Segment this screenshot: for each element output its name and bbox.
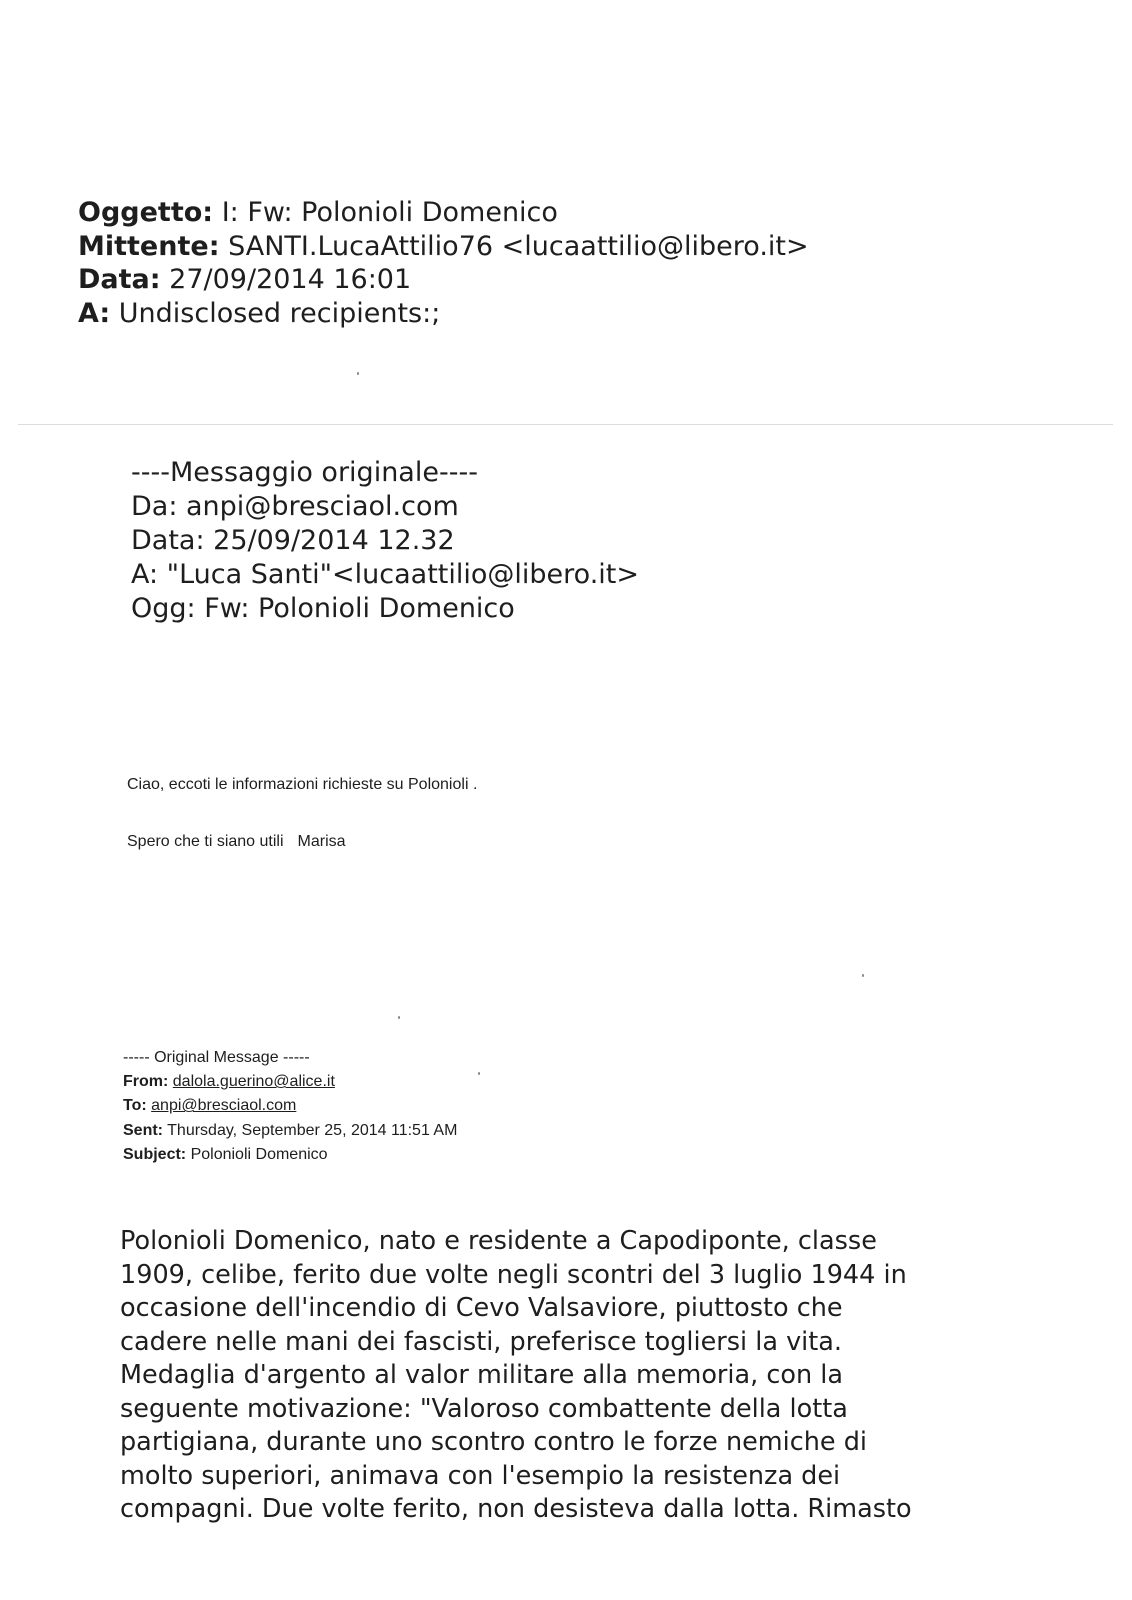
sender-value: SANTI.LucaAttilio76 <lucaattilio@libero.it>: [228, 230, 809, 262]
body-line: cadere nelle mani dei fascisti, preferisce togliersi la vita.: [120, 1326, 842, 1357]
original-message-to: A: "Luca Santi"<lucaattilio@libero.it>: [131, 559, 640, 590]
forwarded-sent-row: [123, 1119, 457, 1143]
closing-text: Spero che ti siano utili: [127, 833, 284, 850]
body-line: occasione dell'incendio di Cevo Valsaviore, piuttosto che: [120, 1293, 843, 1323]
original-message-date: Data: 25/09/2014 12.32: [131, 525, 455, 556]
scan-speck: [357, 372, 359, 375]
forwarded-subject-value: Polonioli Domenico: [190, 1145, 328, 1163]
sender-label: Mittente:: [78, 230, 220, 262]
body-line: compagni. Due volte ferito, non desisteva dalla lotta. Rimasto: [120, 1494, 912, 1524]
original-message-title: ----Messaggio originale----: [131, 457, 478, 488]
sender-row: [78, 230, 809, 264]
forwarded-from-link[interactable]: dalola.guerino@alice.it: [172, 1073, 335, 1091]
forwarded-title: ----- Original Message -----: [123, 1049, 310, 1066]
signature: Marisa: [297, 833, 346, 850]
greeting-line: Ciao, eccoti le informazioni richieste su Polonioli .: [127, 776, 478, 793]
scan-speck: [398, 1016, 400, 1019]
body-line: 1909, celibe, ferito due volte negli scontri del 3 luglio 1944 in: [120, 1259, 907, 1290]
closing-line: [127, 833, 346, 851]
body-line: seguente motivazione: "Valoroso combattente della lotta: [120, 1393, 848, 1424]
forwarded-sent-value: Thursday, September 25, 2014 11:51 AM: [167, 1121, 458, 1139]
header-divider: [18, 424, 1113, 425]
message-body: [120, 1225, 1020, 1527]
forwarded-subject-label: Subject:: [123, 1145, 187, 1163]
subject-label: Oggetto:: [78, 197, 214, 228]
forwarded-subject-row: [123, 1143, 457, 1167]
forwarded-to-link[interactable]: anpi@bresciaol.com: [151, 1097, 297, 1115]
subject-value: I: Fw: Polonioli Domenico: [221, 197, 558, 228]
email-header: [78, 196, 809, 330]
body-line: Polonioli Domenico, nato e residente a Capodiponte, classe: [120, 1226, 877, 1256]
original-message-subject: Ogg: Fw: Polonioli Domenico: [131, 593, 515, 624]
body-line: partigiana, durante uno scontro contro le forze nemiche di: [120, 1427, 867, 1457]
forwarded-from-row: [123, 1070, 457, 1094]
forwarded-to-row: [123, 1094, 457, 1118]
forwarded-sent-label: Sent:: [123, 1121, 163, 1139]
to-row: [78, 297, 809, 331]
to-label: A:: [78, 297, 111, 329]
original-message-from: Da: anpi@bresciaol.com: [131, 491, 459, 522]
original-message-block: [131, 456, 639, 626]
forwarded-to-label: To:: [123, 1097, 147, 1115]
forwarded-from-label: From:: [123, 1073, 169, 1091]
date-label: Data:: [78, 264, 161, 295]
date-value: 27/09/2014 16:01: [169, 264, 412, 295]
scan-speck: [478, 1072, 480, 1075]
forwarded-message-block: [123, 1046, 457, 1167]
body-line: molto superiori, animava con l'esempio la resistenza dei: [120, 1460, 841, 1491]
to-value: Undisclosed recipients:;: [118, 297, 441, 329]
scan-speck: [862, 974, 864, 977]
date-row: [78, 263, 809, 297]
subject-row: [78, 196, 809, 230]
body-line: Medaglia d'argento al valor militare alla memoria, con la: [120, 1360, 843, 1390]
